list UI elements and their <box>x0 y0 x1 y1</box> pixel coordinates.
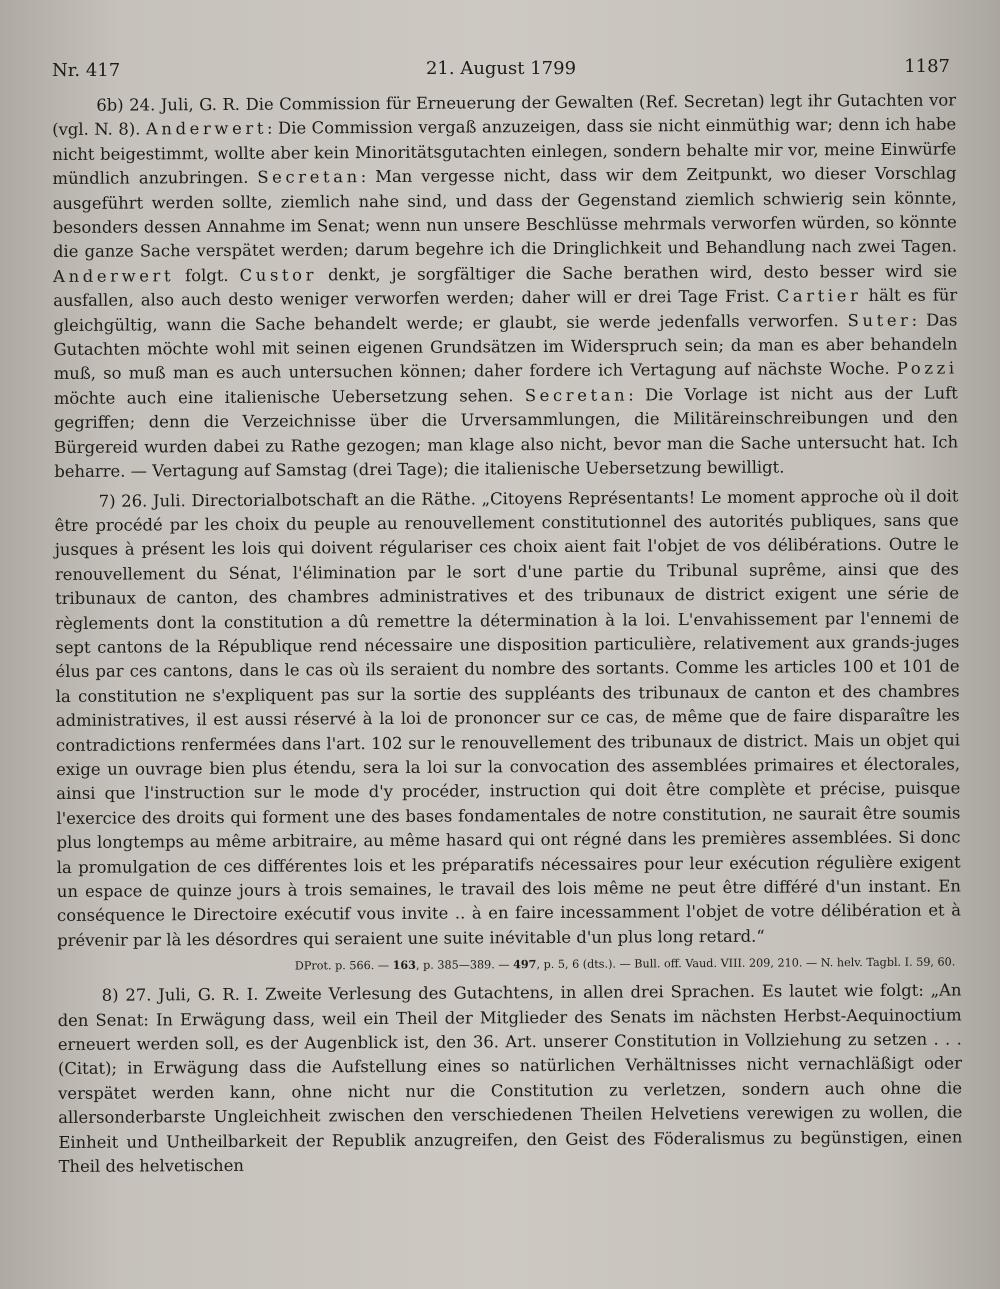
text-run: I. Zweite Verlesung des Gutachtens, in allen drei Sprachen. Es lautet wie folgt: „An den Senat: In Erwägung dass, weil ein Theil der Mitglieder des Senats im nächsten Herbst-Aequinoctium erneuert werden soll, es der Augenblick ist, den 36. Art. unserer Constitution in Vollziehung zu setzen . . . (Citat); in Erwägung dass die Aufstellung eines so natürlichen Verhältnisses nicht vernachläßigt oder verspätet werden kann, ohne nicht nur die Constitution zu verletzen, sondern auch ohne die allersonderbarste Ungleichheit zwischen den verschiedenen Theilen Helvetiens verewigen zu wollen, die Einheit und Untheilbarkeit der Republik anzugreifen, den Geist des Föderalismus zu begünstigen, einen Theil des helvetischen <box>57 980 963 1177</box>
text-run: möchte auch eine italienische Uebersetzung sehen. <box>53 385 525 408</box>
speaker-name: Custor <box>239 265 318 285</box>
speaker-name: Anderwert <box>145 119 268 139</box>
speaker-name: Pozzi <box>896 358 958 379</box>
document-number: Nr. 417 <box>52 60 121 81</box>
text-run: Directorialbotschaft an die Räthe. <box>185 488 482 510</box>
speaker-name: Suter <box>847 310 912 330</box>
text-run: hält es für gleichgültig, wann die Sache behandelt werde; er glaubt, sie werde jedenfalls verworfen. <box>53 285 958 335</box>
text-run: : Die Commission vergaß anzuzeigen, dass sie nicht einmüthig war; denn ich habe nicht beigestimmt, wollte aber kein Minoritätsgutachten einlegen, sondern behalte mir vor, meine Einwürfe mündlich anzubringen. <box>52 114 957 189</box>
speaker-name: Cartier <box>776 286 862 306</box>
citation-part: , p. 5, 6 (dts.). — Bull. off. Vaud. VIII. 209, 210. — N. helv. Tagbl. I. 59, 60. <box>536 955 956 972</box>
citation-part: , p. 385—389. — <box>415 958 514 973</box>
speaker-name: Secretan <box>524 385 629 405</box>
entry-lead: 7) 26. Juli. <box>98 490 186 511</box>
text-run: : Das Gutachten möchte wohl mit seinen eigenen Grundsätzen im Widerspruch sein; da man es aber behandeln muß, so muß man es auch untersuchen können; daher fordere ich Vertagung auf nächste Woche. <box>53 310 958 384</box>
body-text <box>52 88 963 1179</box>
paragraph-7 <box>54 484 961 953</box>
text-run: Die Commission für Erneuerung der Gewalten (Ref. Secretan) legt ihr Gutachten vor (vgl. N. 8). <box>52 90 957 140</box>
citation-part: DProt. p. 566. — <box>294 959 393 973</box>
header-date: 21. August 1799 <box>425 58 577 79</box>
paragraph-6b <box>52 88 958 484</box>
source-citation <box>57 954 955 976</box>
paragraph-8 <box>57 979 962 1180</box>
speaker-name: Secretan <box>257 167 361 187</box>
text-run: : Die Vorlage ist nicht aus der Luft gegriffen; denn die Verzeichnisse über die Urversammlungen, die Militäreinschreibungen und den Bürgereid wurden dabei zu Rathe gezogen; man klage also nicht, bevor man die Sache untersucht hat. Ich beharre. — Vertagung auf Samstag (drei Tage); die italienische Uebersetzung bewilligt. <box>53 383 959 482</box>
entry-lead: 6b) 24. Juli, G. R. <box>96 94 241 115</box>
page-header <box>52 56 950 90</box>
citation-volume: 497 <box>513 957 537 972</box>
text-run: folgt. <box>174 265 240 286</box>
text-run: : Man vergesse nicht, dass wir dem Zeitpunkt, wo dieser Vorschlag ausgeführt werden sollte, ziemlich nahe sind, und dass der Gegenstand ziemlich schwierig sein könnte, besonders dessen Annahme im Senat; wenn nun unsere Beschlüsse mehrmals verworfen würden, so könnte die ganze Sache verspätet werden; darum begehre ich die Dringlichkeit und Behandlung nach zwei Tagen. <box>52 163 958 262</box>
speaker-name: Anderwert <box>53 266 175 286</box>
citation-volume: 163 <box>392 958 416 973</box>
page-number: 1187 <box>904 56 950 77</box>
text-run: denkt, je sorgfältiger die Sache berathen wird, desto besser wird sie ausfallen, also auch desto weniger verworfen werden; daher will er drei Tage Frist. <box>53 261 958 311</box>
french-quotation: „Citoyens Représentants! Le moment approche où il doit être procédé par les choix du peuple au renouvellement constitutionnel des autorités publiques, sans que jusques à présent les lois qui doivent régulariser ces choix aient fait l'objet de vos délibérations. Outre le renouvellement du Sénat, l'élimination par le sort d'une partie du Tribunal suprême, ainsi que des tribunaux de canton, des chambres administratives et des tribunaux de district exigent une série de règlements dont la constitution a dû remettre la détermination à la loi. L'envahissement par l'ennemi de sept cantons de la République rend nécessaire une disposition particulière, relativement aux grands-juges élus par ces cantons, dans le cas où ils seraient du nombre des sortants. Comme les articles 100 et 101 de la constitution ne s'expliquent pas sur la sortie des suppléants des tribunaux de canton et des chambres administratives, il est aussi réservé à la loi de prononcer sur ce cas, de même que de faire disparaître les contradictions renfermées dans l'art. 102 sur le renouvellement des tribunaux de district. Mais un objet qui exige un ouvrage bien plus étendu, sera la loi sur la convocation des assemblées primaires et électorales, ainsi que l'instruction sur le mode d'y procéder, instruction qui doit être complète et précise, puisque l'exercice des droits qui forment une des bases fondamentales de notre constitution, ne saurait être soumis plus longtemps au même arbitraire, au même hasard qui ont régné dans les premières assemblées. Si donc la promulgation de ces différentes lois et les préparatifs nécessaires pour leur exécution régulière exigent un espace de quinze jours à trois semaines, le travail des lois même ne peut être différé d'un instant. En conséquence le Directoire exécutif vous invite .. à en faire incessamment l'objet de votre délibération et à prévenir par là les désordres qui seraient une suite inévitable d'un plus long retard.“ <box>54 485 962 950</box>
entry-lead: 8) 27. Juli, G. R. <box>101 985 240 1005</box>
